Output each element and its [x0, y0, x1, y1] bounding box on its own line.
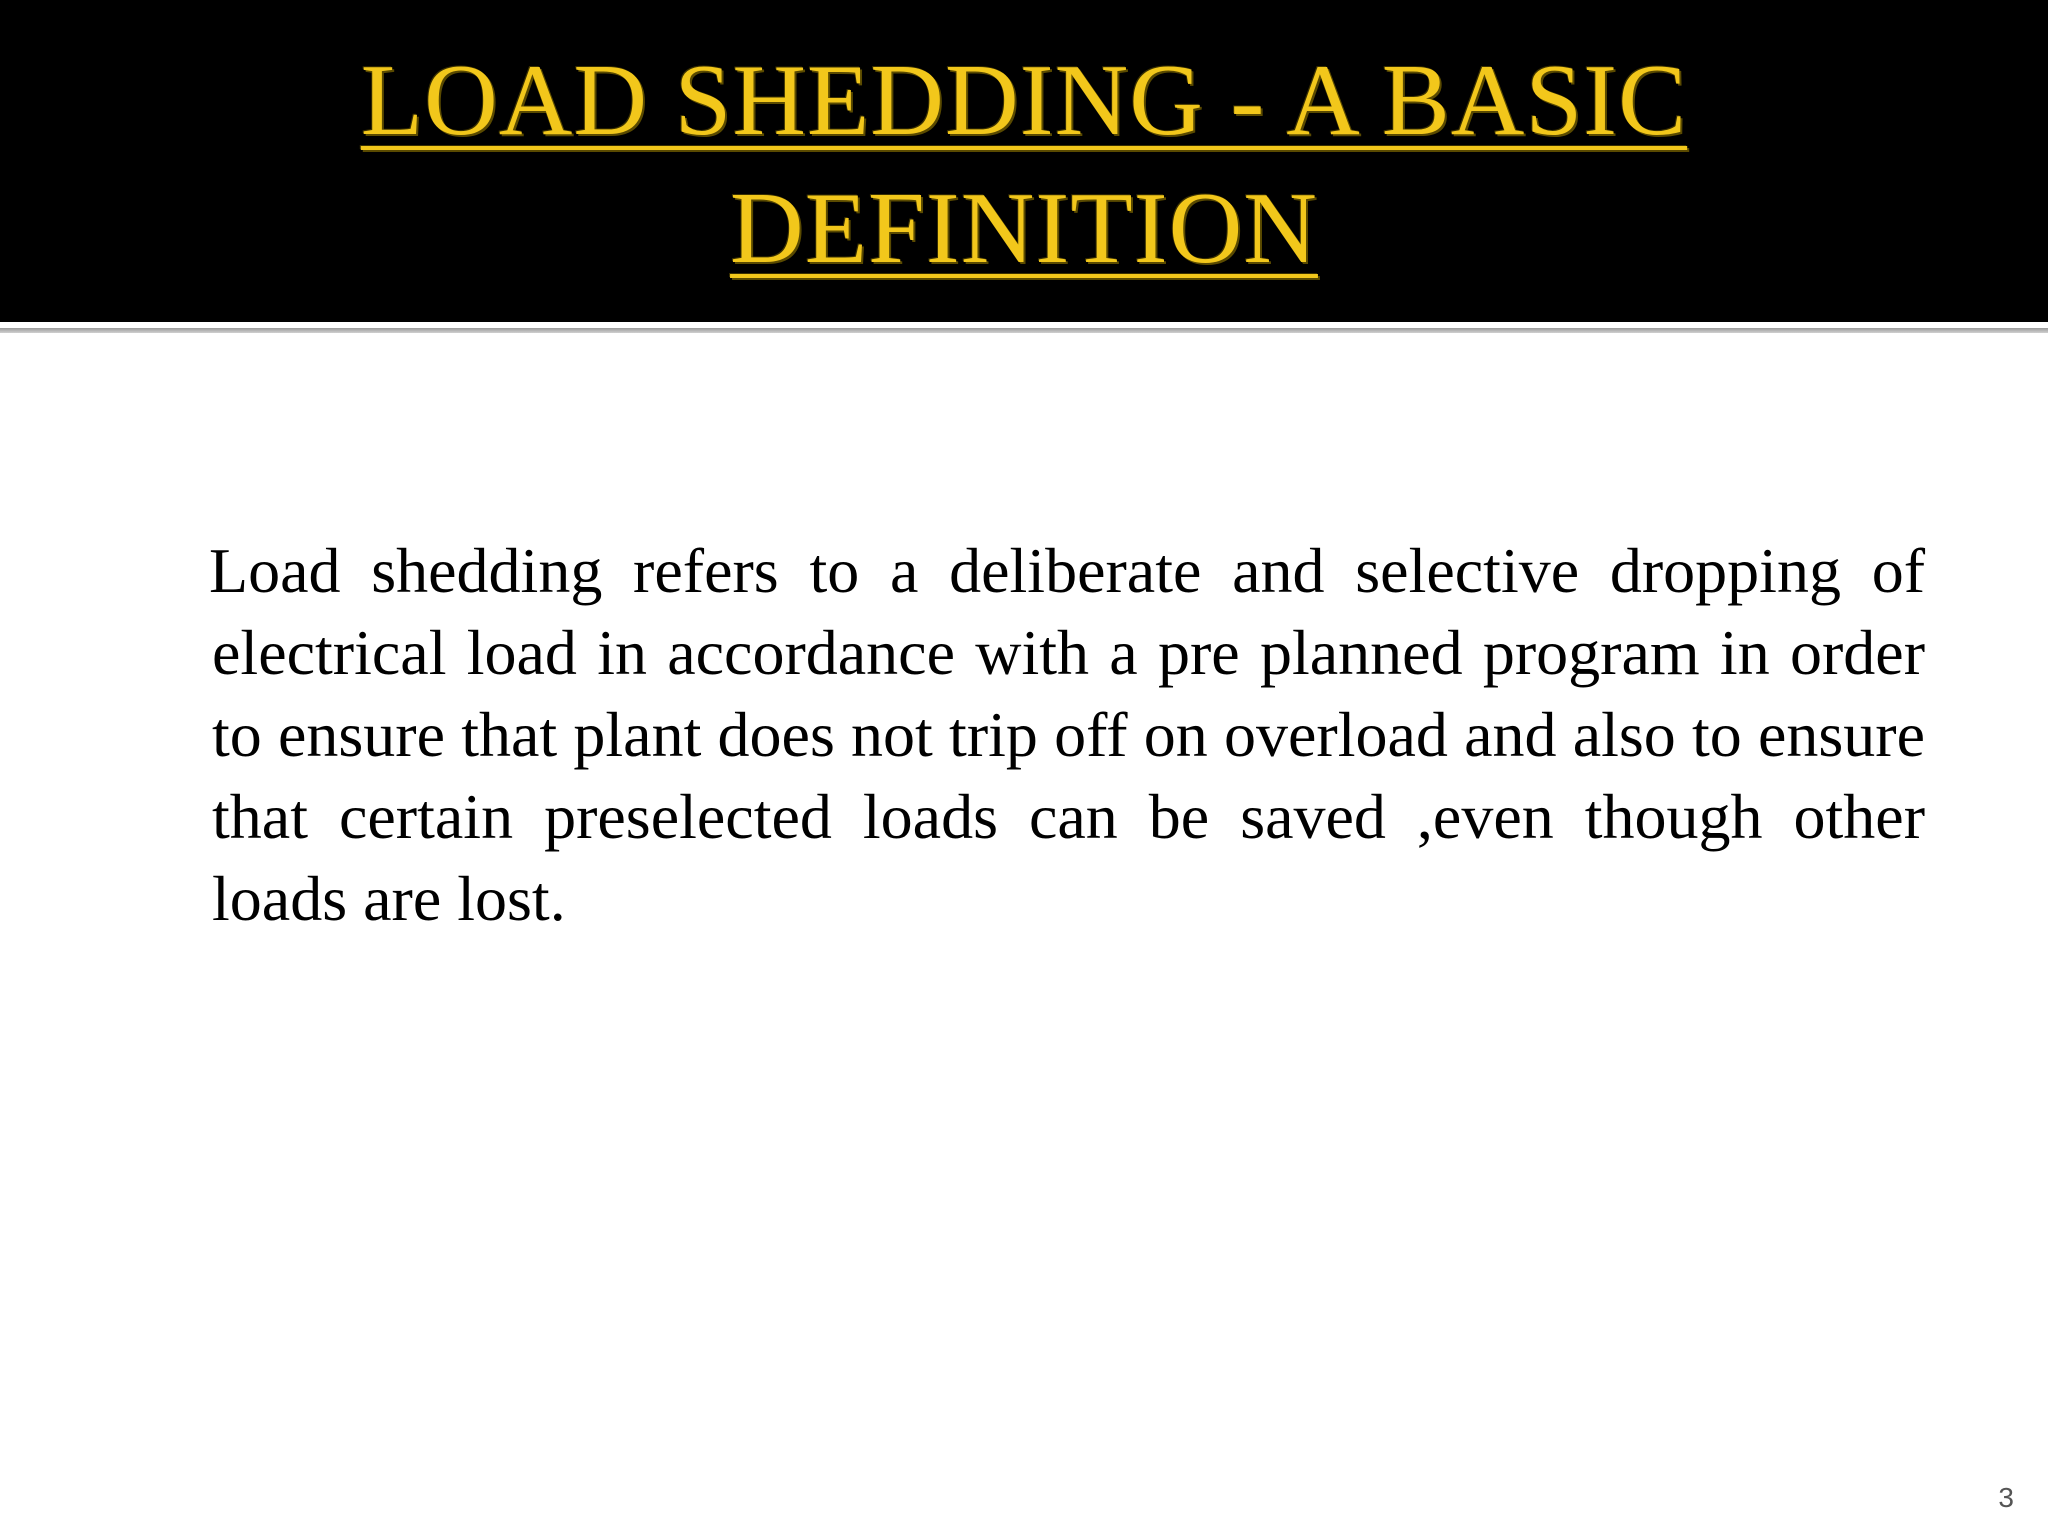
slide-number: 3 — [1998, 1482, 2014, 1513]
definition-paragraph: Load shedding refers to a deliberate and selective dropping of electrical load in accordance with a pre planned program in order to ensure that plant does not trip off on overload and also to ensure that certain preselected loads can be saved ,even though other loads are lost. — [209, 535, 1925, 934]
slide-title — [361, 29, 1687, 293]
title-separator-line — [0, 328, 2048, 333]
title-band — [0, 0, 2048, 322]
slide-title-line-1: LOAD SHEDDING - A BASIC — [360, 44, 1688, 157]
slide-title-line-2: DEFINITION — [730, 172, 1318, 285]
